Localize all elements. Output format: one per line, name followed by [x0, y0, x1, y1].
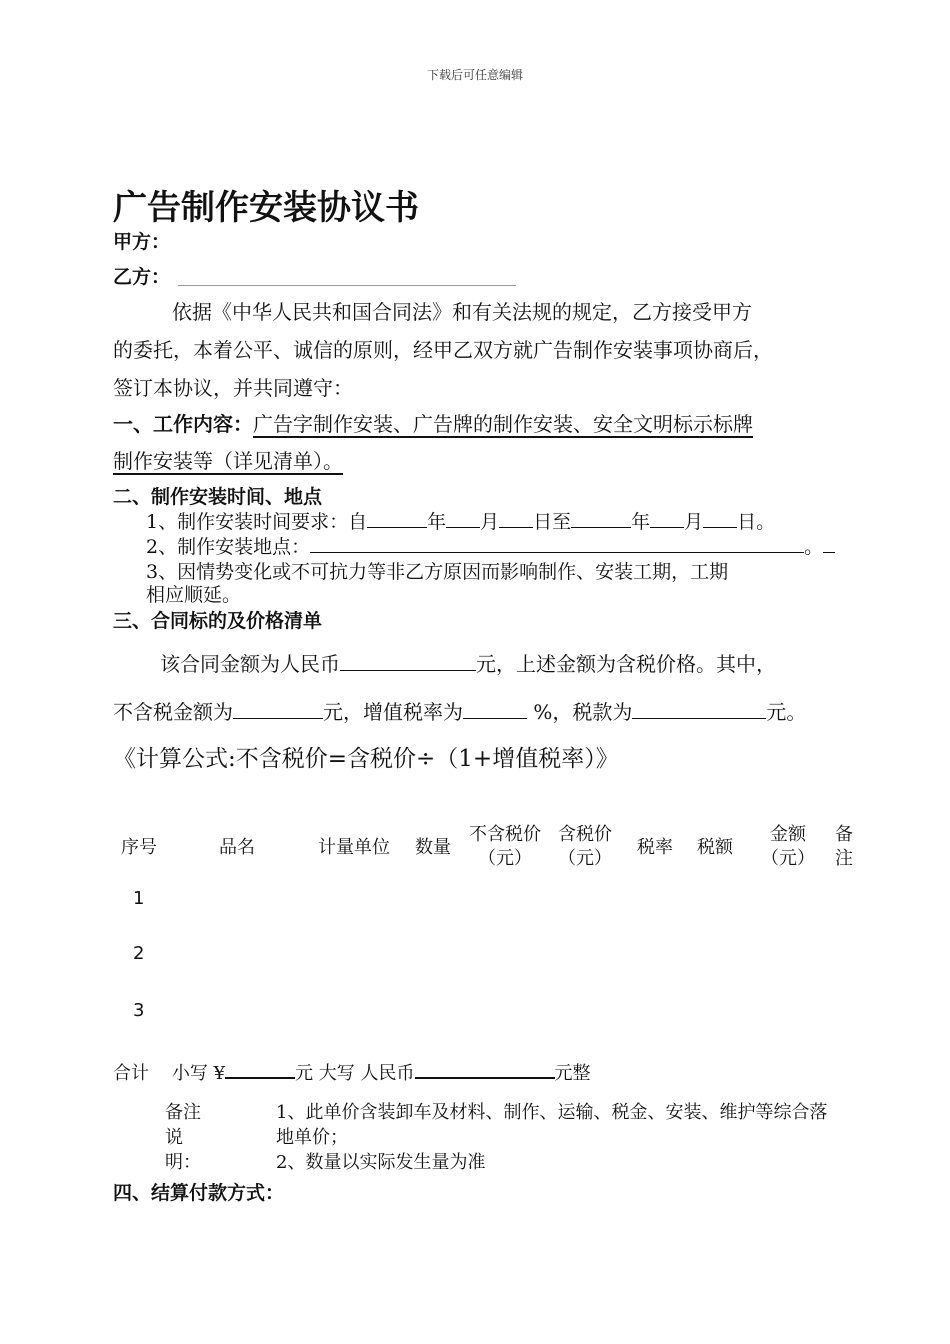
- col-header-no: 序号: [121, 837, 157, 858]
- item-2-label: 2、制作安装地点：: [146, 536, 311, 558]
- day-to-label: 日至: [533, 511, 572, 533]
- end-year-blank[interactable]: [571, 507, 631, 528]
- location-tail: [823, 532, 835, 553]
- section-1-heading: 一、工作内容：: [113, 412, 253, 436]
- col-header-price-incl: [552, 823, 618, 871]
- table-row-1-no: 1: [133, 888, 145, 909]
- total-label: 合计: [113, 1062, 149, 1084]
- notes-label-1: 备注: [165, 1102, 201, 1123]
- total-whole-label: 元整: [554, 1062, 591, 1084]
- notes-label-2: 说: [165, 1127, 183, 1148]
- section-2-item-2: [146, 532, 835, 559]
- remark-line-2: 注: [835, 848, 853, 869]
- party-a-label: 甲方：: [113, 231, 171, 253]
- amount-line-1: 金额: [770, 824, 806, 845]
- location-blank[interactable]: [310, 532, 804, 553]
- intro-line-3: 签订本协议，并共同遵守：: [113, 376, 353, 400]
- col-header-name: 品名: [219, 837, 255, 858]
- col-header-price-excl: [462, 823, 548, 871]
- price-incl-line-1: 含税价: [558, 824, 612, 845]
- party-b-blank[interactable]: [178, 285, 516, 286]
- section-2-heading: 二、制作安装时间、地点: [113, 486, 323, 508]
- col-header-tax-rate: 税率: [637, 837, 673, 858]
- table-row-3-no: 3: [133, 1000, 145, 1021]
- total-yuan-label: 元 大写 人民币: [295, 1062, 415, 1084]
- excl-mid: 元，增值税率为: [323, 700, 463, 724]
- yuan-label: 元。: [766, 700, 807, 724]
- month-label-2: 月: [684, 511, 704, 533]
- amount-blank[interactable]: [340, 649, 476, 671]
- excl-prefix: 不含税金额为: [113, 700, 233, 724]
- section-4-heading: 四、结算付款方式：: [113, 1182, 285, 1204]
- intro-line-2: 的委托，本着公平、诚信的原则，经甲乙双方就广告制作安装事项协商后，: [113, 338, 773, 362]
- col-header-unit: 计量单位: [318, 837, 390, 858]
- section-2-item-3-line-1: 3、因情势变化或不可抗力等非乙方原因而影响制作、安装工期，工期: [146, 561, 729, 583]
- notes-label-3: 明：: [165, 1152, 201, 1173]
- price-excl-line-2: （元）: [478, 848, 532, 869]
- amount-prefix: 该合同金额为人民币: [160, 652, 340, 676]
- tax-amount-blank[interactable]: [632, 697, 766, 719]
- item-2-end: 。: [804, 536, 824, 558]
- total-large-blank[interactable]: [415, 1058, 555, 1079]
- end-day-blank[interactable]: [703, 507, 737, 528]
- day-end-label: 日。: [737, 511, 776, 533]
- note-2: 2、数量以实际发生量为准: [276, 1152, 486, 1173]
- amount-line-2: （元）: [761, 848, 815, 869]
- start-day-blank[interactable]: [499, 507, 533, 528]
- col-header-tax-amount: 税额: [697, 837, 733, 858]
- section-1-content-line-1: 广告字制作安装、广告牌的制作安装、安全文明标示标牌: [253, 412, 753, 436]
- document-title: 广告制作安装协议书: [113, 188, 419, 228]
- notes-content: [276, 1100, 827, 1175]
- excl-amount-blank[interactable]: [233, 697, 323, 719]
- price-incl-line-2: （元）: [558, 848, 612, 869]
- pct-label: %，税款为: [533, 700, 633, 724]
- tax-line: [113, 696, 806, 725]
- year-label: 年: [427, 511, 447, 533]
- amount-suffix: 元，上述金额为含税价格。其中，: [476, 652, 776, 676]
- total-small-label: 小写 ¥: [171, 1062, 226, 1084]
- note-1-line-2: 地单价；: [276, 1127, 348, 1148]
- price-excl-line-1: 不含税价: [469, 824, 541, 845]
- total-row: [113, 1058, 591, 1085]
- total-small-blank[interactable]: [225, 1058, 295, 1079]
- col-header-amount: [758, 823, 818, 871]
- section-1-content-line-2: 制作安装等（详见清单）。: [113, 449, 343, 473]
- header-note: 下载后可任意编辑: [426, 68, 523, 82]
- month-label: 月: [480, 511, 500, 533]
- contract-amount-line: [160, 648, 776, 677]
- section-1: [113, 408, 753, 437]
- end-month-blank[interactable]: [650, 507, 684, 528]
- section-3-heading: 三、合同标的及价格清单: [113, 610, 323, 632]
- start-month-blank[interactable]: [446, 507, 480, 528]
- col-header-remark: [832, 823, 856, 871]
- section-2-item-1: [146, 507, 775, 534]
- notes-label: [165, 1100, 201, 1175]
- start-year-blank[interactable]: [367, 507, 427, 528]
- section-2-item-3-line-2: 相应顺延。: [146, 584, 242, 606]
- tax-rate-blank[interactable]: [463, 697, 527, 719]
- formula: 《计算公式:不含税价=含税价÷（1+增值税率）》: [113, 746, 619, 772]
- year-label-2: 年: [631, 511, 651, 533]
- party-b-label: 乙方：: [113, 266, 171, 288]
- table-row-2-no: 2: [133, 943, 145, 964]
- note-1-line-1: 1、此单价含装卸车及材料、制作、运输、税金、安装、维护等综合落: [276, 1102, 828, 1123]
- col-header-qty: 数量: [415, 837, 451, 858]
- intro-line-1: 依据《中华人民共和国合同法》和有关法规的规定，乙方接受甲方: [172, 300, 752, 324]
- item-1-prefix: 1、制作安装时间要求：自: [146, 511, 368, 533]
- remark-line-1: 备: [835, 824, 853, 845]
